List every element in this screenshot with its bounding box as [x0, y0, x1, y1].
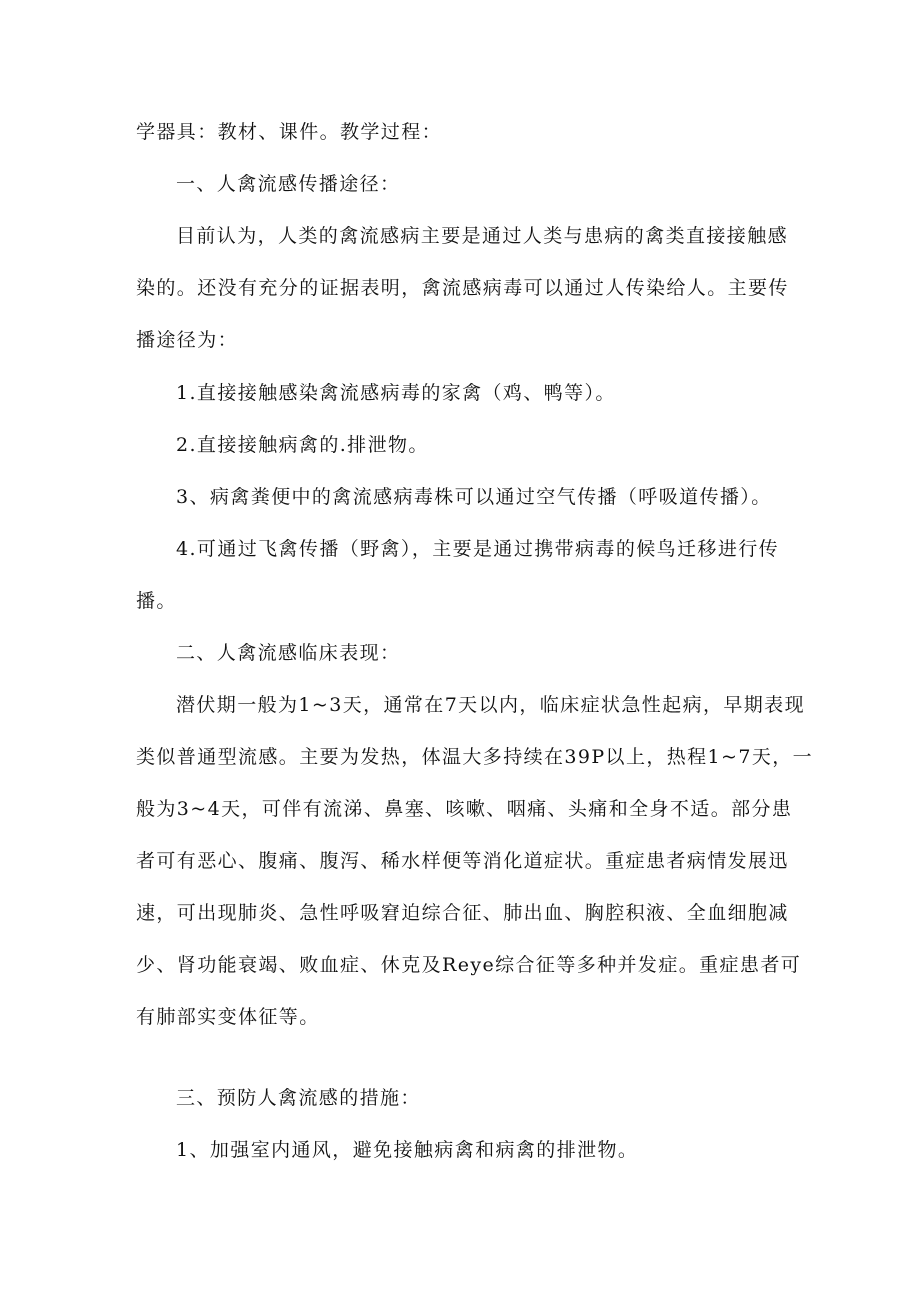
paragraph-line: 类似普通型流感。主要为发热，体温大多持续在39P以上，热程1~7天，一: [136, 746, 814, 768]
section-heading-prevention: 三、预防人禽流感的措施：: [176, 1087, 421, 1109]
list-item-3: 3、病禽粪便中的禽流感病毒株可以通过空气传播（呼吸道传播）。: [176, 486, 772, 508]
paragraph-line: 者可有恶心、腹痛、腹泻、稀水样便等消化道症状。重症患者病情发展迅: [136, 850, 789, 872]
paragraph-line: 般为3~4天，可伴有流涕、鼻塞、咳嗽、咽痛、头痛和全身不适。部分患: [136, 798, 793, 820]
section-heading-clinical: 二、人禽流感临床表现：: [176, 642, 401, 664]
list-item-2: 2.直接接触病禽的.排泄物。: [176, 434, 429, 456]
paragraph-line: 潜伏期一般为1~3天，通常在7天以内，临床症状急性起病，早期表现: [176, 694, 805, 716]
paragraph-line: 染的。还没有充分的证据表明，禽流感病毒可以通过人传染给人。主要传: [136, 277, 789, 299]
list-item-4: 4.可通过飞禽传播（野禽），主要是通过携带病毒的候鸟迁移进行传: [176, 538, 780, 560]
intro-line: 学器具：教材、课件。教学过程：: [136, 121, 443, 143]
paragraph-line: 少、肾功能衰竭、败血症、休克及Reye综合征等多种并发症。重症患者可: [136, 954, 802, 976]
prevention-item-1: 1、加强室内通风，避免接触病禽和病禽的排泄物。: [176, 1139, 639, 1161]
section-heading-transmission: 一、人禽流感传播途径：: [176, 173, 401, 195]
paragraph-line: 速，可出现肺炎、急性呼吸窘迫综合征、肺出血、胸腔积液、全血细胞减: [136, 902, 789, 924]
paragraph-line: 有肺部实变体征等。: [136, 1006, 320, 1028]
list-item-4-cont: 播。: [136, 590, 177, 612]
paragraph-line: 播途径为：: [136, 329, 239, 351]
list-item-1: 1.直接接触感染禽流感病毒的家禽（鸡、鸭等）。: [176, 382, 616, 404]
paragraph-line: 目前认为，人类的禽流感病主要是通过人类与患病的禽类直接接触感: [176, 225, 789, 247]
